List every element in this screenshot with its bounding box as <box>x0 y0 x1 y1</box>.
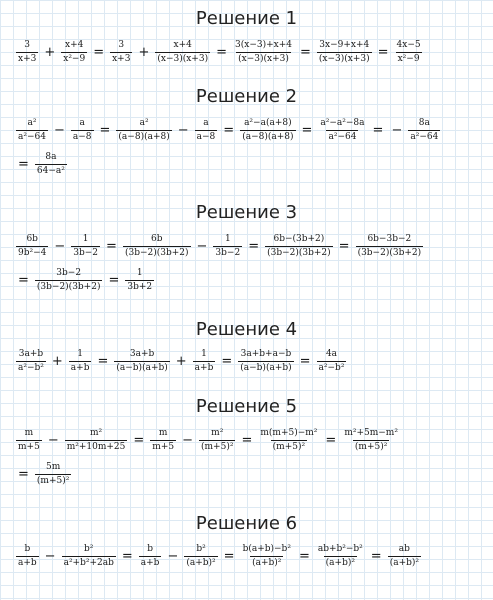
solution-1-line-1 <box>14 40 485 65</box>
solution-3-title: Решение 3 <box>195 202 298 223</box>
fraction-denominator: (a−b)(a+b) <box>116 363 168 373</box>
solution-1-title: Решение 1 <box>195 8 298 29</box>
operator: + <box>44 45 56 60</box>
fraction <box>240 118 295 143</box>
fraction-denominator: 9b²−4 <box>18 248 47 258</box>
fraction <box>114 349 169 374</box>
fraction-numerator: a²−a(a+8) <box>244 118 292 128</box>
fraction <box>71 234 100 259</box>
fraction-numerator: b <box>24 544 31 554</box>
fraction-denominator: (m+5)² <box>201 442 234 452</box>
fraction-numerator: a <box>79 118 85 128</box>
solution-6-title: Решение 6 <box>195 513 298 534</box>
fraction <box>316 544 365 569</box>
fraction-denominator: x²−9 <box>63 54 86 64</box>
equals-sign: = <box>133 433 145 448</box>
fraction-denominator: (m+5)² <box>272 442 306 452</box>
fraction-denominator: (3b−2)(3b+2) <box>36 282 101 292</box>
fraction <box>265 234 333 259</box>
fraction-denominator: (m+5)² <box>36 476 70 486</box>
fraction <box>16 40 38 65</box>
fraction-denominator: 3b+2 <box>127 282 153 292</box>
fraction <box>317 349 347 374</box>
fraction <box>16 234 48 259</box>
fraction-denominator: m²+10m+25 <box>66 442 126 452</box>
fraction-denominator: a²+b²+2ab <box>63 558 114 568</box>
fraction-numerator: 4a <box>325 349 338 359</box>
fraction-denominator: a²−64 <box>18 132 46 142</box>
fraction-denominator: (3b−2)(3b+2) <box>124 248 189 258</box>
fraction-denominator: (m+5)² <box>354 442 388 452</box>
fraction-numerator: 1 <box>77 349 83 359</box>
fraction-numerator: x+4 <box>65 40 84 50</box>
fraction <box>317 40 372 65</box>
fraction <box>199 428 235 453</box>
fraction-numerator: 1 <box>201 349 207 359</box>
operator: − <box>177 123 189 138</box>
fraction-denominator: a²−64 <box>328 132 357 142</box>
operator: − <box>391 123 403 138</box>
fraction-numerator: a <box>203 118 209 128</box>
fraction-denominator: (x−3)(x+3) <box>318 54 370 64</box>
fraction <box>110 40 132 65</box>
operator: + <box>51 354 63 369</box>
fraction-numerator: ab <box>398 544 410 554</box>
fraction <box>318 118 366 143</box>
fraction-numerator: m² <box>89 428 103 438</box>
fraction-denominator: 64−a² <box>36 166 65 176</box>
fraction <box>69 349 92 374</box>
equals-sign: = <box>223 549 235 564</box>
equals-sign: = <box>18 467 29 482</box>
fraction <box>139 544 162 569</box>
equals-sign: = <box>248 239 260 254</box>
fraction-denominator: (3b−2)(3b+2) <box>267 248 331 258</box>
fraction-numerator: 3a+b <box>18 349 44 359</box>
fraction-denominator: (a−8)(a+8) <box>118 132 170 142</box>
fraction <box>233 40 294 65</box>
equals-sign: = <box>93 45 105 60</box>
fraction <box>71 118 94 143</box>
equals-sign: = <box>241 433 253 448</box>
fraction <box>65 428 128 453</box>
fraction-numerator: 6b <box>26 234 38 244</box>
fraction-numerator: 3a+b <box>129 349 155 359</box>
fraction-denominator: (x−3)(x+3) <box>238 54 289 64</box>
solution-5-title: Решение 5 <box>195 396 298 417</box>
operator: + <box>138 45 150 60</box>
fraction-numerator: 3a+b+a−b <box>240 349 292 359</box>
fraction <box>16 428 42 453</box>
fraction-numerator: a² <box>139 118 149 128</box>
fraction <box>35 268 103 293</box>
fraction-denominator: m+5 <box>18 442 40 452</box>
fraction-numerator: 8a <box>45 152 57 162</box>
solution-3-line-2 <box>14 268 485 293</box>
equals-sign: = <box>18 157 29 172</box>
fraction-denominator: x²−9 <box>397 54 420 64</box>
equals-sign: = <box>325 433 337 448</box>
fraction-numerator: b² <box>84 544 94 554</box>
fraction-numerator: 3 <box>24 40 31 50</box>
fraction <box>388 544 421 569</box>
equals-sign: = <box>372 123 384 138</box>
solution-2-title: Решение 2 <box>195 86 298 107</box>
fraction-denominator: a²−64 <box>410 132 439 142</box>
fraction-numerator: ab+b²−b² <box>317 544 363 554</box>
operator: − <box>44 549 56 564</box>
fraction-numerator: b² <box>196 544 206 554</box>
fraction <box>258 428 319 453</box>
fraction <box>35 152 67 177</box>
fraction-numerator: 3b−2 <box>56 268 82 278</box>
solution-2-line-2 <box>14 152 485 177</box>
fraction-denominator: (a−8)(a+8) <box>242 132 294 142</box>
fraction <box>193 349 216 374</box>
fraction-denominator: m+5 <box>152 442 175 452</box>
equals-sign: = <box>108 273 120 288</box>
equals-sign: = <box>99 123 111 138</box>
operator: − <box>53 123 65 138</box>
solution-3-line-1 <box>14 234 485 259</box>
fraction-denominator: a−8 <box>72 132 92 142</box>
equals-sign: = <box>338 239 350 254</box>
fraction <box>16 544 39 569</box>
fraction-denominator: a+b <box>18 558 37 568</box>
equals-sign: = <box>299 354 311 369</box>
solution-4-title: Решение 4 <box>195 319 298 340</box>
fraction-numerator: a² <box>27 118 37 128</box>
equals-sign: = <box>301 123 313 138</box>
fraction-denominator: a+b <box>194 363 214 373</box>
fraction-numerator: b <box>147 544 153 554</box>
solution-4-line-1 <box>14 349 485 374</box>
fraction <box>395 40 423 65</box>
fraction-denominator: a+b <box>70 363 90 373</box>
fraction <box>61 40 87 65</box>
fraction <box>62 544 116 569</box>
fraction <box>16 349 46 374</box>
solution-5-line-2 <box>14 462 485 487</box>
fraction-numerator: 1 <box>82 234 89 244</box>
operator: − <box>196 239 208 254</box>
fraction-numerator: 4x−5 <box>396 40 421 50</box>
fraction-denominator: (a+b)² <box>252 558 282 568</box>
fraction-denominator: (3b−2)(3b+2) <box>357 248 422 258</box>
fraction-denominator: 3b−2 <box>215 248 241 258</box>
fraction-numerator: 6b−(3b+2) <box>273 234 325 244</box>
equals-sign: = <box>370 549 382 564</box>
fraction-denominator: (a+b)² <box>186 558 216 568</box>
operator: − <box>182 433 194 448</box>
fraction-denominator: (a+b)² <box>325 558 355 568</box>
fraction-numerator: x+4 <box>173 40 192 50</box>
equals-sign: = <box>121 549 133 564</box>
equals-sign: = <box>97 354 109 369</box>
equals-sign: = <box>223 123 235 138</box>
fraction <box>213 234 242 259</box>
equals-sign: = <box>18 273 29 288</box>
fraction <box>125 268 154 293</box>
fraction-numerator: 6b <box>150 234 163 244</box>
fraction <box>35 462 71 487</box>
fraction-numerator: m²+5m−m² <box>344 428 398 438</box>
operator: − <box>47 433 59 448</box>
fraction-denominator: (a−b)(a+b) <box>240 363 292 373</box>
fraction-numerator: 3 <box>118 40 125 50</box>
fraction-numerator: m <box>158 428 168 438</box>
solution-6-line-1 <box>14 544 485 569</box>
fraction-numerator: m <box>24 428 34 438</box>
operator: − <box>54 239 66 254</box>
fraction <box>155 40 210 65</box>
fraction <box>123 234 191 259</box>
fraction-numerator: b(a+b)−b² <box>242 544 291 554</box>
fraction-numerator: 3(x−3)+x+4 <box>235 40 292 50</box>
solution-2-line-1 <box>14 118 485 143</box>
equals-sign: = <box>106 239 117 254</box>
fraction <box>356 234 424 259</box>
fraction-numerator: 1 <box>224 234 231 244</box>
fraction-denominator: a−8 <box>196 132 216 142</box>
fraction <box>408 118 440 143</box>
equals-sign: = <box>221 354 233 369</box>
fraction-numerator: m(m+5)−m² <box>260 428 318 438</box>
fraction <box>238 349 293 374</box>
fraction <box>342 428 400 453</box>
fraction-denominator: x+3 <box>112 54 131 64</box>
fraction-denominator: a²−b² <box>318 363 345 373</box>
solution-5-line-1 <box>14 428 485 453</box>
fraction <box>150 428 176 453</box>
fraction <box>195 118 218 143</box>
fraction-numerator: a²−a²−8a <box>320 118 365 128</box>
fraction-denominator: (a+b)² <box>389 558 420 568</box>
fraction <box>116 118 171 143</box>
equals-sign: = <box>299 45 311 60</box>
equals-sign: = <box>377 45 389 60</box>
equals-sign: = <box>216 45 227 60</box>
fraction-denominator: a²−b² <box>18 363 44 373</box>
fraction-numerator: 8a <box>418 118 430 128</box>
fraction-numerator: 1 <box>136 268 143 278</box>
fraction-denominator: a+b <box>140 558 160 568</box>
operator: − <box>167 549 179 564</box>
equals-sign: = <box>298 549 310 564</box>
fraction-numerator: 3x−9+x+4 <box>319 40 370 50</box>
fraction-numerator: m² <box>211 428 224 438</box>
fraction-numerator: 6b−3b−2 <box>367 234 412 244</box>
fraction-denominator: (x−3)(x+3) <box>157 54 209 64</box>
fraction-numerator: 5m <box>45 462 61 472</box>
fraction <box>184 544 217 569</box>
fraction <box>241 544 293 569</box>
operator: + <box>175 354 187 369</box>
fraction <box>16 118 48 143</box>
fraction-denominator: 3b−2 <box>73 248 99 258</box>
fraction-denominator: x+3 <box>18 54 37 64</box>
